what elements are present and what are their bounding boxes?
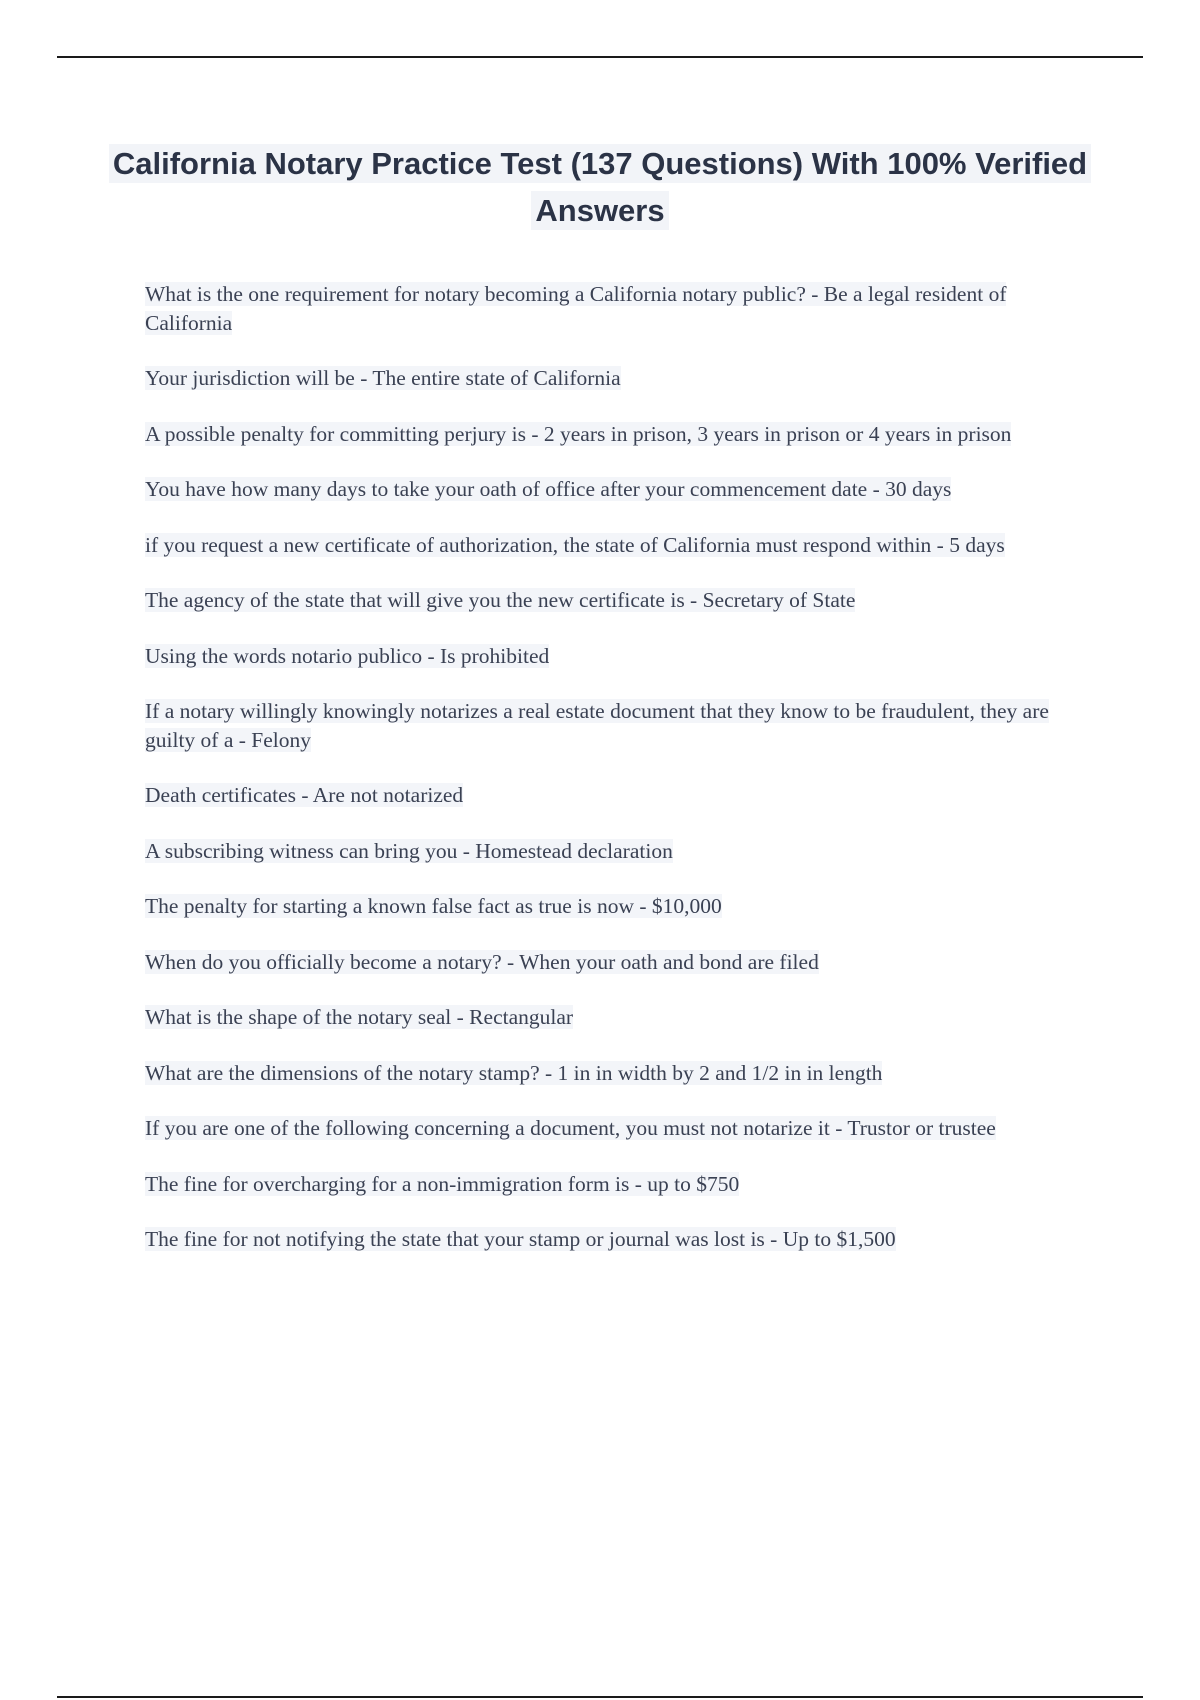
- list-item: [145, 364, 1085, 393]
- qa-text: The penalty for starting a known false fact as true is now - $10,000: [145, 894, 722, 918]
- qa-text: A possible penalty for committing perjury is - 2 years in prison, 3 years in prison or 4 years in prison: [145, 421, 1012, 446]
- qa-list: [145, 280, 1085, 1281]
- list-item: [145, 531, 1085, 560]
- qa-text: The fine for overcharging for a non-immigration form is - up to $750: [145, 1171, 740, 1196]
- list-item: [145, 948, 1085, 977]
- list-item: [145, 781, 1085, 810]
- list-item: [145, 642, 1085, 671]
- qa-text: A subscribing witness can bring you - Homestead declaration: [145, 838, 673, 863]
- qa-text: The fine for not notifying the state that your stamp or journal was lost is - Up to $1,500: [145, 1227, 896, 1251]
- qa-text: If a notary willingly knowingly notarizes a real estate document that they know to be fraudulent, they are guilty of a - Felony: [145, 699, 1049, 752]
- list-item: [145, 892, 1085, 921]
- list-item: [145, 1225, 1085, 1254]
- title-block: [60, 140, 1140, 234]
- list-item: [145, 475, 1085, 504]
- qa-text: The agency of the state that will give you the new certificate is - Secretary of State: [145, 588, 856, 612]
- qa-text: Using the words notario publico - Is prohibited: [145, 643, 550, 668]
- list-item: [145, 586, 1085, 615]
- list-item: [145, 420, 1085, 449]
- list-item: [145, 697, 1085, 754]
- qa-text: When do you officially become a notary? - When your oath and bond are filed: [145, 949, 819, 974]
- qa-text: if you request a new certificate of authorization, the state of California must respond within - 5 days: [145, 532, 1005, 557]
- qa-text: What is the shape of the notary seal - Rectangular: [145, 1005, 574, 1029]
- qa-text: What are the dimensions of the notary stamp? - 1 in in width by 2 and 1/2 in in length: [145, 1060, 883, 1085]
- list-item: [145, 1170, 1085, 1199]
- qa-text: You have how many days to take your oath of office after your commencement date - 30 days: [145, 477, 952, 501]
- list-item: [145, 1114, 1085, 1143]
- qa-text: If you are one of the following concerning a document, you must not notarize it - Trustor or trustee: [145, 1116, 996, 1140]
- list-item: [145, 1059, 1085, 1088]
- qa-text: Death certificates - Are not notarized: [145, 783, 464, 807]
- list-item: [145, 837, 1085, 866]
- qa-text: Your jurisdiction will be - The entire state of California: [145, 366, 621, 390]
- top-rule: [57, 56, 1143, 58]
- qa-text: What is the one requirement for notary becoming a California notary public? - Be a legal resident of California: [145, 282, 1007, 335]
- bottom-rule: [57, 1696, 1143, 1698]
- page-title: California Notary Practice Test (137 Questions) With 100% Verified Answers: [109, 144, 1091, 230]
- list-item: [145, 1003, 1085, 1032]
- list-item: [145, 280, 1085, 337]
